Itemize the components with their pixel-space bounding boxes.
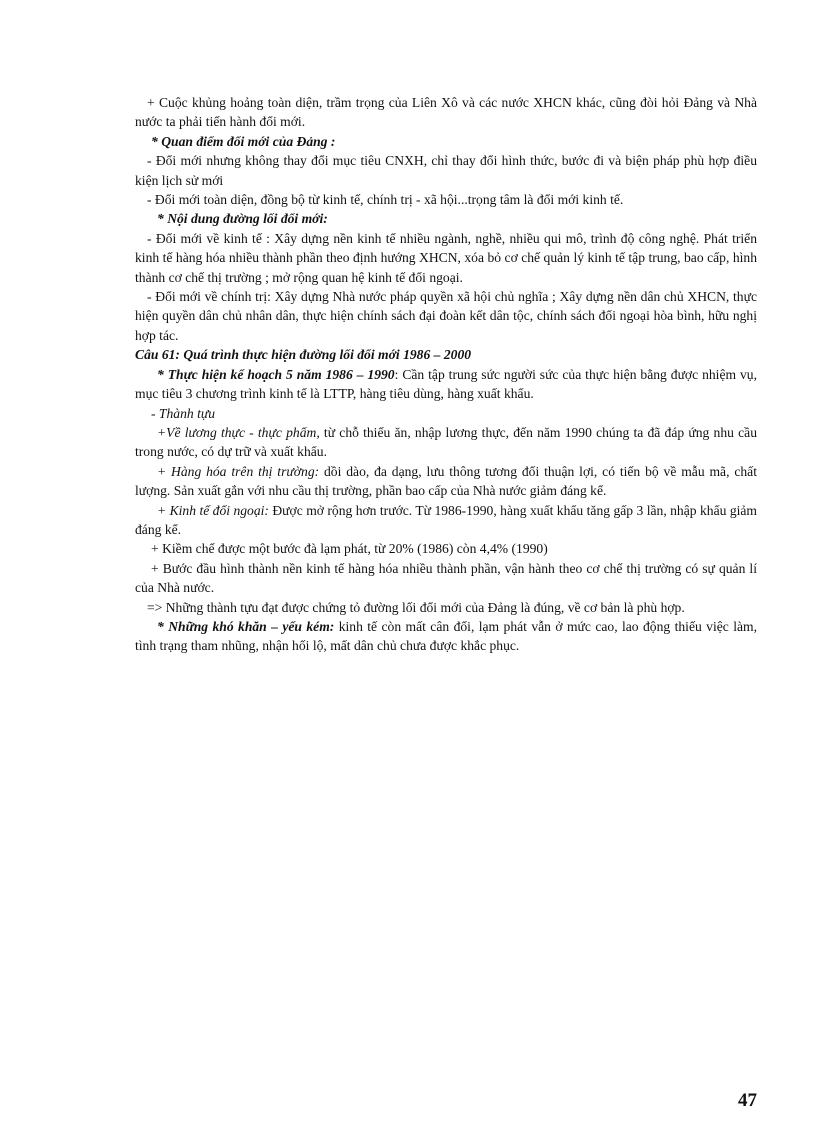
- paragraph-market-economy: + Bước đầu hình thành nền kinh tế hàng hóa nhiều thành phần, vận hành theo cơ chế thị trường có sự quản lí của Nhà nước.: [135, 560, 757, 596]
- heading-achievements: - Thành tựu: [151, 405, 216, 421]
- question-61-heading: Câu 61: Quá trình thực hiện đường lối đổi mới 1986 – 2000: [135, 347, 472, 363]
- page-number: 47: [738, 1090, 757, 1111]
- paragraph-difficulties: * Những khó khăn – yếu kém: kinh tế còn mất cân đối, lạm phát vẫn ở mức cao, lao động thiếu việc làm, tình trạng tham nhũng, nhận hối lộ, mất dân chủ chưa được khắc phục.: [135, 618, 757, 654]
- paragraph-goods-market: + Hàng hóa trên thị trường: dồi dào, đa dạng, lưu thông tương đối thuận lợi, có tiến bộ về mẫu mã, chất lượng. Sản xuất gắn với nhu cầu thị trường, phần bao cấp của Nhà nước giảm đáng kể.: [135, 463, 757, 499]
- heading-renewal-viewpoint: * Quan điểm đổi mới của Đảng :: [151, 133, 336, 149]
- paragraph-viewpoint-1: - Đổi mới nhưng không thay đổi mục tiêu CNXH, chỉ thay đổi hình thức, bước đi và biện pháp phù hợp điều kiện lịch sử mới: [135, 153, 757, 188]
- paragraph-viewpoint-2: - Đổi mới toàn diện, đồng bộ từ kinh tế, chính trị - xã hội...trọng tâm là đổi mới kinh tế.: [147, 192, 624, 208]
- heading-renewal-content: * Nội dung đường lối đổi mới:: [157, 211, 328, 227]
- paragraph-inflation: + Kiềm chế được một bước đà lạm phát, từ 20% (1986) còn 4,4% (1990): [151, 541, 548, 557]
- paragraph-conclusion: => Những thành tựu đạt được chứng tỏ đường lối đổi mới của Đảng là đúng, về cơ bản là phù hợp.: [147, 599, 685, 615]
- paragraph-crisis: + Cuộc khủng hoảng toàn diện, trầm trọng của Liên Xô và các nước XHCN khác, cũng đòi hỏi Đảng và Nhà nước ta phải tiến hành đổi mới.: [135, 95, 757, 130]
- paragraph-economic-renewal: - Đổi mới về kinh tế : Xây dựng nền kinh tế nhiều ngành, nghề, nhiều qui mô, trình độ công nghệ. Phát triển kinh tế hàng hóa nhiều thành phần theo định hướng XHCN, xóa bỏ cơ chế quản lý kinh tế tập trung, bao cấp, hình thành cơ chế thị trường ; mở rộng quan hệ kinh tế đối ngoại.: [135, 230, 757, 285]
- document-body: [135, 93, 757, 656]
- paragraph-five-year-plan: * Thực hiện kế hoạch 5 năm 1986 – 1990: Cần tập trung sức người sức của thực hiện bằng được nhiệm vụ, mục tiêu 3 chương trình kinh tế là LTTP, hàng tiêu dùng, hàng xuất khẩu.: [135, 366, 757, 402]
- paragraph-political-renewal: - Đổi mới về chính trị: Xây dựng Nhà nước pháp quyền xã hội chủ nghĩa ; Xây dựng nền dân chủ XHCN, thực hiện quyền dân chủ nhân dân, thực hiện chính sách đại đoàn kết dân tộc, chính sách đối ngoại hòa bình, hữu nghị hợp tác.: [135, 289, 757, 343]
- paragraph-foreign-economy: + Kinh tế đối ngoại: Được mở rộng hơn trước. Từ 1986-1990, hàng xuất khẩu tăng gấp 3 lần, nhập khẩu giảm đáng kể.: [135, 502, 757, 537]
- paragraph-food: +Về lương thực - thực phẩm, từ chỗ thiếu ăn, nhập lương thực, đến năm 1990 chúng ta đã đáp ứng nhu cầu trong nước, có dự trữ và xuất khẩu.: [135, 424, 757, 460]
